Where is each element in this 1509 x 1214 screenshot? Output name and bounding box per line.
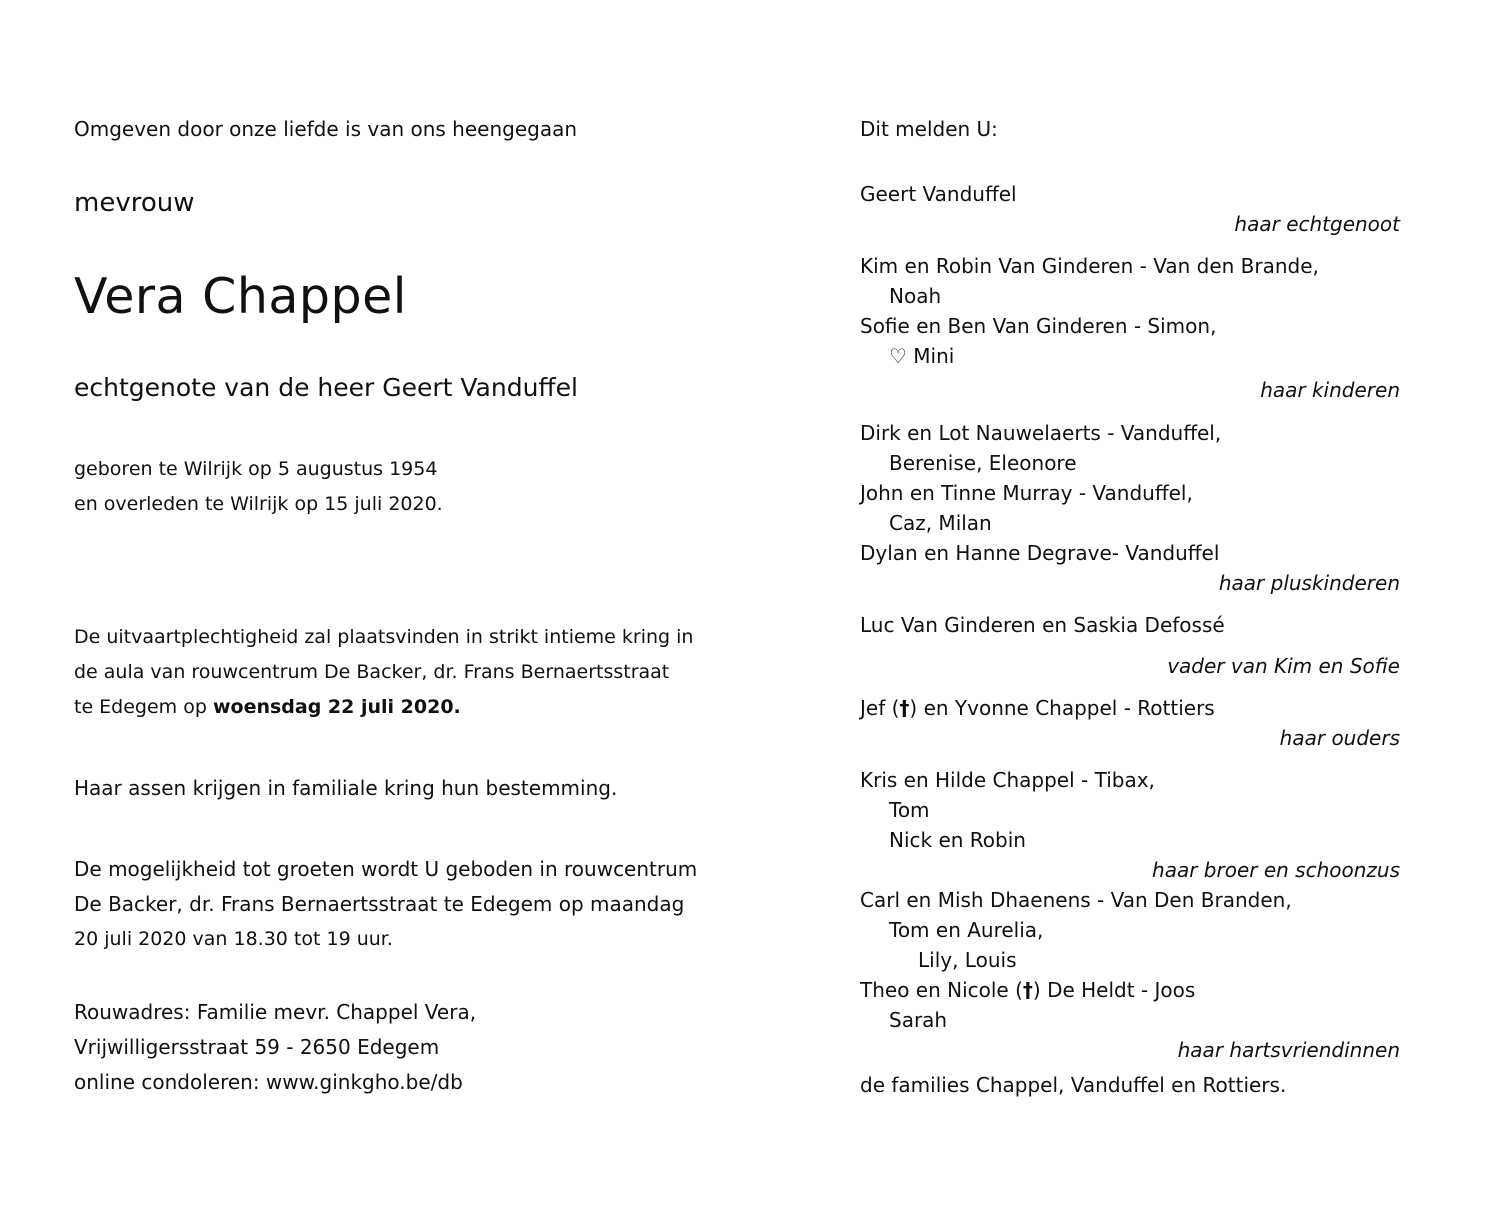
funeral-line-3-prefix: te Edegem op [74,696,213,718]
stepchild-line-1: Dirk en Lot Nauwelaerts - Vanduffel, [860,421,1222,445]
parents-suffix: ) en Yvonne Chappel - Rottiers [909,696,1215,720]
friend-line-2: Tom en Aurelia, [889,918,1044,942]
funeral-line-3 [74,690,686,725]
address-block [74,995,476,1100]
parents-line [860,696,1215,720]
funeral-date: woensdag 22 juli 2020. [212,696,461,718]
visitation-line-2: De Backer, dr. Frans Bernaertsstraat te Edegem op maandag [74,892,685,916]
friend-line-4-suffix: ) De Heldt - Joos [1032,978,1196,1002]
visitation-line-3: 20 juli 2020 van 18.30 tot 19 uur. [74,928,393,950]
friend-line-4-prefix: Theo en Nicole ( [860,978,1023,1002]
title-text: mevrouw [74,188,195,218]
funeral-line-2: de aula van rouwcentrum De Backer, dr. Frans Bernaertsstraat [74,661,670,683]
friends-role: haar hartsvriendinnen [1177,1038,1400,1062]
stepchild-line-2: Berenise, Eleonore [889,451,1077,475]
address-line-2: Vrijwilligersstraat 59 - 2650 Edegem [74,1035,440,1059]
ashes-line: Haar assen krijgen in familiale kring hun bestemming. [74,776,618,800]
friend-line-4 [860,978,1195,1002]
child-line-4: ♡ Mini [889,344,955,368]
sibling-line-2: Tom [889,798,930,822]
sibling-line-3: Nick en Robin [889,828,1026,852]
father-role: vader van Kim en Sofie [1167,654,1400,678]
parents-prefix: Jef ( [860,696,900,720]
ashes-paragraph [74,771,617,806]
child-line-1: Kim en Robin Van Ginderen - Van den Brande, [860,254,1319,278]
funeral-line-1: De uitvaartplechtigheid zal plaatsvinden in strikt intieme kring in [74,626,694,648]
sibling-line-1: Kris en Hilde Chappel - Tibax, [860,768,1155,792]
spouse-role: haar echtgenoot [1234,212,1400,236]
condolence-link[interactable]: online condoleren: www.ginkgho.be/db [74,1070,463,1094]
birth-line: geboren te Wilrijk op 5 augustus 1954 [74,458,438,480]
birth-death-block [74,452,443,522]
stepchild-line-3: John en Tinne Murray - Vanduffel, [860,481,1193,505]
stepchildren-role: haar pluskinderen [1218,571,1400,595]
siblings-role: haar broer en schoonzus [1152,858,1400,882]
intro-text: Omgeven door onze liefde is van ons heengegaan [74,117,578,141]
announcement-header: Dit melden U: [860,117,998,141]
stepchild-line-5: Dylan en Hanne Degrave- Vanduffel [860,541,1220,565]
death-line: en overleden te Wilrijk op 15 juli 2020. [74,493,443,515]
address-line-1: Rouwadres: Familie mevr. Chappel Vera, [74,1000,477,1024]
spouse-name: Geert Vanduffel [860,182,1017,206]
deceased-name: Vera Chappel [74,268,407,325]
child-line-2: Noah [889,284,942,308]
parents-role: haar ouders [1279,726,1400,750]
cross-icon: † [1022,978,1033,1002]
father-line: Luc Van Ginderen en Saskia Defossé [860,613,1225,637]
friend-line-1: Carl en Mish Dhaenens - Van Den Branden, [860,888,1292,912]
funeral-paragraph [74,620,694,725]
stepchild-line-4: Caz, Milan [889,511,992,535]
cross-icon: † [899,696,910,720]
child-line-3: Sofie en Ben Van Ginderen - Simon, [860,314,1217,338]
children-role: haar kinderen [1260,378,1400,402]
spouse-line: echtgenote van de heer Geert Vanduffel [74,373,578,402]
friend-line-5: Sarah [889,1008,948,1032]
families-line: de families Chappel, Vanduffel en Rottiers. [860,1073,1287,1097]
visitation-paragraph [74,852,698,957]
visitation-line-1: De mogelijkheid tot groeten wordt U geboden in rouwcentrum [74,857,698,881]
friend-line-3: Lily, Louis [918,948,1017,972]
